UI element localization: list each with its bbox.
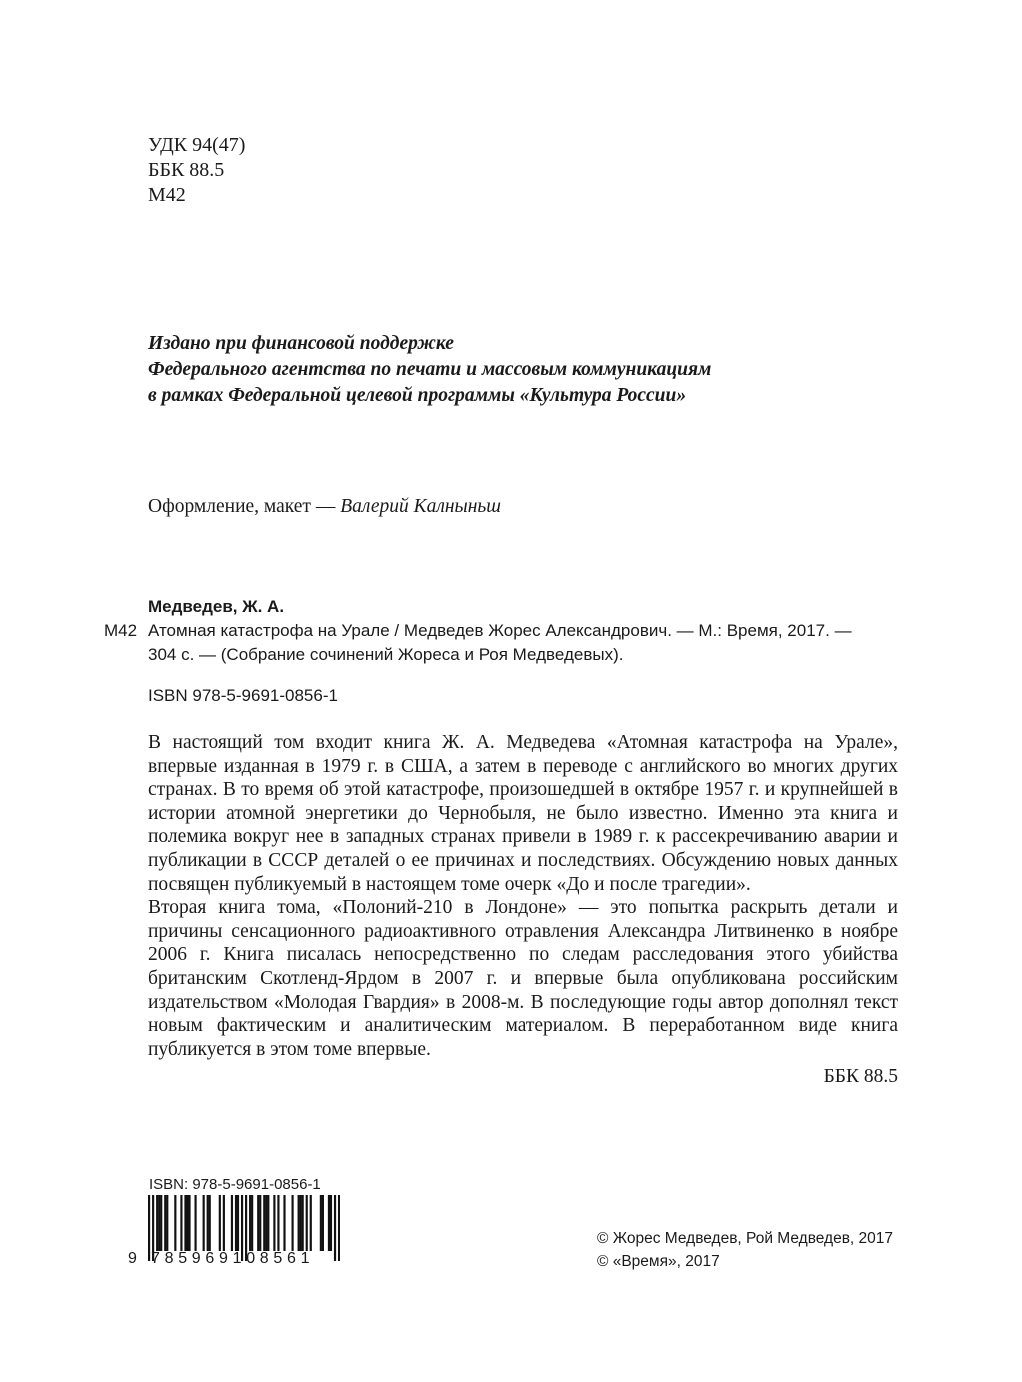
support-line-2: Федерального агентства по печати и массовым коммуникациям xyxy=(148,359,712,380)
barcode-bar xyxy=(291,1195,293,1251)
design-credit xyxy=(148,494,501,520)
catalog-author: Медведев, Ж. А. xyxy=(148,597,285,616)
support-statement xyxy=(148,331,711,409)
catalog-description-line-2: 304 с. — (Собрание сочинений Жореса и Роя Медведевых). xyxy=(148,645,624,664)
barcode-bar xyxy=(302,1195,304,1251)
barcode-bar xyxy=(194,1195,196,1251)
barcode-bar xyxy=(300,1195,302,1251)
barcode-bar xyxy=(322,1195,324,1251)
copyright-line-1: © Жорес Медведев, Рой Медведев, 2017 xyxy=(597,1230,894,1247)
barcode-bar xyxy=(306,1195,308,1251)
barcode-bar xyxy=(249,1195,251,1251)
barcode-bar xyxy=(277,1195,279,1251)
barcode-bar xyxy=(188,1195,190,1251)
barcode-bar xyxy=(160,1195,162,1251)
copyright-line-2: © «Время», 2017 xyxy=(597,1253,720,1270)
bbk-code: ББК 88.5 xyxy=(148,159,225,181)
abstract-bbk: ББК 88.5 xyxy=(823,1066,898,1088)
barcode-first-digit: 9 xyxy=(128,1250,137,1267)
barcode-bar xyxy=(330,1195,332,1251)
barcode-bar xyxy=(164,1195,166,1251)
barcode-bar xyxy=(267,1195,269,1251)
barcode-bar xyxy=(148,1195,150,1261)
barcode-bar xyxy=(273,1195,275,1251)
author-mark: М42 xyxy=(148,184,186,206)
barcode-bar xyxy=(223,1195,225,1251)
barcode-bar xyxy=(283,1195,285,1251)
barcode-bar xyxy=(158,1195,160,1251)
barcode-bar xyxy=(334,1195,336,1261)
catalog-description-line-1: Атомная катастрофа на Урале / Медведев Жорес Александрович. — М.: Время, 2017. — xyxy=(148,621,852,640)
barcode-bar xyxy=(219,1195,221,1251)
barcode-bar xyxy=(265,1195,267,1251)
barcode-bar xyxy=(259,1195,261,1251)
barcode-bar xyxy=(320,1195,322,1251)
barcode-bar xyxy=(231,1195,233,1251)
copyright-block xyxy=(597,1227,893,1273)
abstract-paragraph-2: Вторая книга тома, «Полоний-210 в Лондоне» — это попытка раскрыть детали и причины сенсационного радиоактивного отравления Александра Литвиненко в ноябре 2006 г. Книга писалась непосредственно по следам расследования этого убийства британским Скотленд-Ярдом в 2007 г. и впервые была опубликована российским издательством «Молодая Гвардия» в 2008-м. В последующие годы автор дополнял текст новым фактическим и аналитическим материалом. В переработанном виде книга публикуется в этом томе впервые. xyxy=(148,897,898,1060)
barcode-bar xyxy=(174,1195,176,1251)
barcode-bar xyxy=(251,1195,253,1251)
catalog-record xyxy=(104,595,900,708)
barcode-bar xyxy=(166,1195,168,1251)
classification-block xyxy=(148,133,245,208)
barcode-bar xyxy=(186,1195,188,1251)
barcode-bar xyxy=(209,1195,211,1251)
barcode-digits: 785969108561 xyxy=(151,1250,315,1267)
barcode-bar xyxy=(328,1195,330,1251)
barcode-bar xyxy=(338,1195,340,1261)
udk-code: УДК 94(47) xyxy=(148,134,246,156)
barcode-isbn-label: ISBN: 978-5-9691-0856-1 xyxy=(149,1176,321,1193)
barcode-bar xyxy=(235,1195,237,1251)
barcode-bar xyxy=(180,1195,182,1251)
barcode-bar xyxy=(257,1195,259,1251)
support-line-1: Издано при финансовой поддержке xyxy=(148,333,454,354)
abstract-paragraph-1: В настоящий том входит книга Ж. А. Медведева «Атомная катастрофа на Урале», впервые изданная в 1979 г. в США, а затем в переводе с английского во многих других странах. В то время об этой катастрофе, произошедшей в октябре 1957 г. и крупнейшей в истории атомной энергетики до Чернобыля, не было известно. Именно эта книга и полемика вокруг нее в западных странах привели в 1989 г. к рассекречиванию аварии и публикации в СССР деталей о ее причинах и последствиях. Обсуждению новых данных посвящен публикуемый в настоящем томе очерк «До и после трагедии». xyxy=(148,732,898,895)
barcode-bar xyxy=(203,1195,205,1251)
barcode-bar xyxy=(298,1195,300,1251)
barcode-bar xyxy=(237,1195,239,1251)
catalog-code: М42 xyxy=(104,621,138,640)
barcode-bar xyxy=(156,1195,158,1251)
barcode-bar xyxy=(184,1195,186,1251)
barcode-bar xyxy=(263,1195,265,1251)
designer-name: Валерий Калныньш xyxy=(340,496,501,517)
catalog-isbn: ISBN 978-5-9691-0856-1 xyxy=(148,686,338,705)
barcode-bar xyxy=(310,1195,312,1251)
abstract xyxy=(148,731,898,1089)
barcode-bar xyxy=(207,1195,209,1251)
design-credit-label: Оформление, макет — xyxy=(148,496,341,517)
support-line-3: в рамках Федеральной целевой программы «Культура России» xyxy=(148,385,687,406)
